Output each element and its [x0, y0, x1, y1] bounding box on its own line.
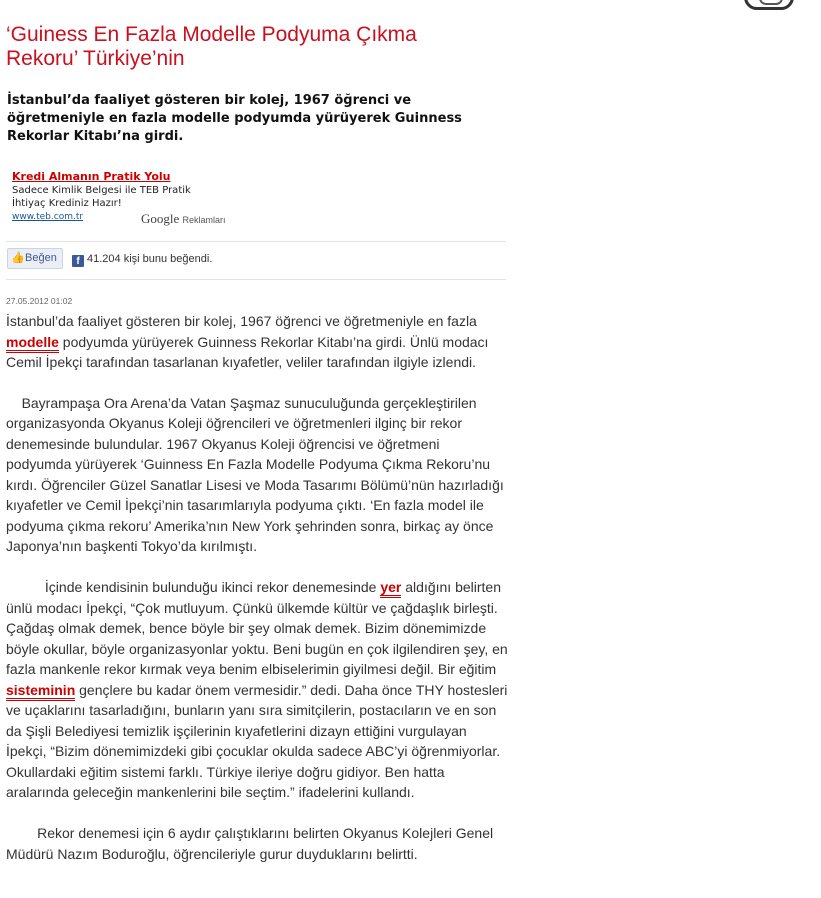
thumbs-up-icon: 👍 — [11, 252, 25, 264]
paragraph-2: Bayrampaşa Ora Arena’da Vatan Şaşmaz sunuculuğunda gerçekleştirilen organizasyonda Okyanus Koleji öğrencileri ve öğretmenleri ilginç bir rekor denemesinde bulundular. 1967 Okyanus Koleji öğrencisi ve öğretmeni podyumda yürüyerek ‘Guinness En Fazla Modelle Podyuma Çıkma Rekoru’nu kırdı. Öğrenciler Güzel Sanatlar Lisesi ve Moda Tasarımı Bölümü’nün hazırladığı kıyafetler ve Cemil İpekçi’nin tasarımlarıyla podyuma çıktı. ‘En fazla model ile podyuma çıkma rekoru’ Amerika’nın New York şehrinden sonra, birkaç ay önce Japonya’nın başkenti Tokyo’da kırılmıştı. — [6, 394, 504, 554]
ads-label: Reklamları — [182, 215, 226, 225]
like-button[interactable] — [7, 248, 63, 269]
article-title: ‘Guiness En Fazla Modelle Podyuma Çıkma Rekoru’ Türkiye’nin — [6, 23, 417, 70]
facebook-icon: f — [72, 255, 84, 267]
like-count-text: 41.204 kişi bunu beğendi. — [87, 253, 213, 265]
article-lead: İstanbul’da faaliyet gösteren bir kolej, 1967 öğrenci ve öğretmeniyle en fazla modelle podyumda yürüyerek Guinness Rekorlar Kitabı’na girdi. — [7, 93, 462, 144]
keyword-link-modelle[interactable]: modelle — [6, 334, 59, 353]
paragraph-4: Rekor denemesi için 6 aydır çalıştıklarını belirten Okyanus Kolejleri Genel Müdürü Nazım Boduroğlu, öğrencileriyle gurur duyduklarını belirtti. — [6, 825, 494, 862]
divider — [6, 279, 506, 280]
like-button-label: Beğen — [25, 252, 57, 264]
paragraph-1: İstanbul’da faaliyet gösteren bir kolej, 1967 öğrenci ve öğretmeniyle en fazla modelle podyumda yürüyerek Guinness Rekorlar Kitabı’na girdi. Ünlü modacı Cemil İpekçi tarafından tasarlanan kıyafetler, veliler tarafından ilgiyle izlendi. — [6, 313, 489, 370]
article-body — [6, 311, 508, 885]
keyword-link-sisteminin[interactable]: sisteminin — [6, 682, 75, 701]
ad-text-line2: İhtiyaç Krediniz Hazır! — [12, 198, 122, 209]
like-count — [72, 252, 212, 267]
partial-logo-icon — [744, 0, 794, 10]
google-logo: Google — [141, 211, 180, 226]
divider — [6, 241, 506, 242]
ad-title-link[interactable]: Kredi Almanın Pratik Yolu — [12, 170, 171, 183]
google-ad — [12, 169, 252, 226]
article-date: 27.05.2012 01:02 — [6, 296, 73, 306]
keyword-link-yer[interactable]: yer — [380, 579, 401, 598]
ad-url-link[interactable]: www.teb.com.tr — [12, 212, 84, 222]
paragraph-3: İçinde kendisinin bulunduğu ikinci rekor denemesinde yer aldığını belirten ünlü modacı İpekçi, “Çok mutluyum. Çünkü ülkemde kültür ve çağdaşlık birleşti. Çağdaş olmak demek, bence böyle bir şey olmak demek. Bizim dönemimizde böyle okullar, böyle organizasyonlar yoktu. Beni bugün en çok ilgilendiren şey, en fazla mankenle rekor kırmak veya benim elbiselerimin giyilmesi değil. Bir eğitim sisteminin gençlere bu kadar önem vermesidir.” dedi. Daha önce THY hostesleri ve uçaklarını tasarladığını, bunların yanı sıra simitçilerin, postacıların ve en son da Şişli Belediyesi temizlik işçilerinin kıyafetlerini dizayn ettiğini vurgulayan İpekçi, “Bizim dönemimizdeki gibi çocuklar okulda sadece ABC’yi öğrenmiyorlar. Okullardaki eğitim sistemi farklı. Türkiye ileriye doğru gidiyor. Ben hatta aralarında geleceğin mankenlerini bile seçtim.” ifadelerini kullandı. — [6, 579, 508, 800]
ad-text-line1: Sadece Kimlik Belgesi ile TEB Pratik — [12, 185, 191, 196]
google-ads-label[interactable] — [141, 211, 226, 227]
